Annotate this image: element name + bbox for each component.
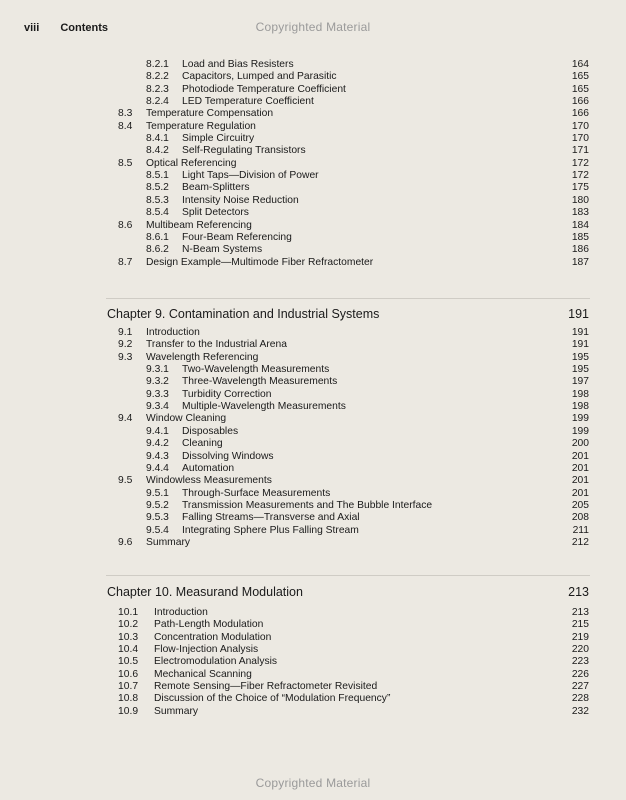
- toc-section-number: 8.5.4: [146, 207, 169, 218]
- toc-entry: [0, 206, 626, 219]
- toc-page-number: 195: [571, 352, 589, 363]
- chapter-page-number: 213: [568, 585, 589, 599]
- toc-page-number: 166: [571, 108, 589, 119]
- toc-section-number: 9.5.3: [146, 512, 169, 523]
- toc-page-number: 170: [571, 133, 589, 144]
- toc-section-title: Transfer to the Industrial Arena: [146, 339, 287, 350]
- toc-section-title: Flow-Injection Analysis: [154, 644, 259, 655]
- toc-section-title: Summary: [146, 537, 191, 548]
- toc-section-title: Integrating Sphere Plus Falling Stream: [182, 525, 359, 536]
- toc-section-title: Split Detectors: [182, 207, 249, 218]
- toc-entry: [0, 412, 626, 425]
- toc-section-title: Through-Surface Measurements: [182, 488, 331, 499]
- toc-page-number: 185: [571, 232, 589, 243]
- copyright-watermark-bottom: Copyrighted Material: [255, 776, 371, 790]
- toc-section-number: 8.4.1: [146, 133, 169, 144]
- toc-section-number: 10.3: [118, 632, 139, 643]
- toc-section-title: Wavelength Referencing: [146, 352, 259, 363]
- toc-section-title: Window Cleaning: [146, 413, 227, 424]
- toc-page-number: 200: [571, 438, 589, 449]
- toc-section-title: Intensity Noise Reduction: [182, 195, 299, 206]
- toc-section-number: 8.2.3: [146, 84, 169, 95]
- toc-section-number: 8.2.1: [146, 59, 169, 70]
- toc-section-number: 9.5.1: [146, 488, 169, 499]
- toc-section-number: 8.5.3: [146, 195, 169, 206]
- toc-section-title: Light Taps—Division of Power: [182, 170, 319, 181]
- toc-section-title: Self-Regulating Transistors: [182, 145, 306, 156]
- toc-section-number: 8.5.1: [146, 170, 169, 181]
- toc-page-number: 211: [572, 525, 589, 536]
- toc-page-number: 180: [571, 195, 589, 206]
- toc-section-title: Concentration Modulation: [154, 632, 272, 643]
- toc-section-number: 9.4.1: [146, 426, 169, 437]
- toc-section-number: 8.6.2: [146, 244, 169, 255]
- toc-page-number: 219: [571, 632, 589, 643]
- toc-page-number: 199: [571, 413, 589, 424]
- toc-section-title: Introduction: [154, 607, 208, 618]
- toc-section-title: Discussion of the Choice of “Modulation Frequency”: [154, 693, 391, 704]
- toc-section-number: 10.1: [118, 607, 139, 618]
- toc-section-title: Capacitors, Lumped and Parasitic: [182, 71, 337, 82]
- toc-section-title: Summary: [154, 706, 199, 717]
- toc-page-number: 172: [571, 158, 589, 169]
- toc-page-number: 191: [571, 339, 589, 350]
- toc-entry: [0, 692, 626, 705]
- toc-entry: [0, 536, 626, 549]
- toc-section-title: Cleaning: [182, 438, 223, 449]
- toc-section-number: 10.6: [118, 669, 139, 680]
- toc-entry: [0, 474, 626, 487]
- toc-section-number: 9.6: [118, 537, 133, 548]
- toc-entry: [0, 338, 626, 351]
- toc-entry: [0, 243, 626, 256]
- chapter-heading: [0, 584, 626, 600]
- toc-section-number: 8.6.1: [146, 232, 169, 243]
- toc-page-number: 199: [571, 426, 589, 437]
- toc-section-number: 8.6: [118, 220, 133, 231]
- toc-page-number: 205: [571, 500, 589, 511]
- toc-page-number: 186: [571, 244, 589, 255]
- chapter-page-number: 191: [568, 307, 589, 321]
- toc-section-title: Introduction: [146, 327, 200, 338]
- toc-section-title: Turbidity Correction: [182, 389, 272, 400]
- toc-page-number: 165: [571, 84, 589, 95]
- toc-section-number: 9.5.2: [146, 500, 169, 511]
- toc-section-number: 8.3: [118, 108, 133, 119]
- toc-section-title: Dissolving Windows: [182, 451, 274, 462]
- toc-page-number: 220: [571, 644, 589, 655]
- chapter-title: Chapter 10. Measurand Modulation: [107, 585, 303, 599]
- toc-section-title: Four-Beam Referencing: [182, 232, 292, 243]
- toc-section-number: 10.4: [118, 644, 139, 655]
- toc-section-title: Remote Sensing—Fiber Refractometer Revisited: [154, 681, 378, 692]
- toc-page-number: 215: [571, 619, 589, 630]
- toc-section-number: 8.7: [118, 257, 133, 268]
- toc-section-number: 9.5.4: [146, 525, 169, 536]
- toc-section-title: Simple Circuitry: [182, 133, 255, 144]
- toc-section-number: 9.4.2: [146, 438, 169, 449]
- toc-page-number: 197: [571, 376, 589, 387]
- toc-page-number: 175: [571, 182, 589, 193]
- toc-section-title: Mechanical Scanning: [154, 669, 252, 680]
- toc-section-number: 8.2.4: [146, 96, 169, 107]
- toc-page-number: 166: [571, 96, 589, 107]
- toc-page-number: 201: [571, 463, 589, 474]
- toc-section-number: 9.3.3: [146, 389, 169, 400]
- toc-section-title: Transmission Measurements and The Bubble Interface: [182, 500, 433, 511]
- divider: [106, 298, 590, 299]
- toc-section-title: Automation: [182, 463, 235, 474]
- toc-section-title: Multibeam Referencing: [146, 220, 252, 231]
- toc-section-number: 10.2: [118, 619, 139, 630]
- toc-page-number: 212: [571, 537, 589, 548]
- toc-section-title: LED Temperature Coefficient: [182, 96, 314, 107]
- toc-section-title: Disposables: [182, 426, 239, 437]
- toc-entry: [0, 375, 626, 388]
- toc-section-number: 9.3.2: [146, 376, 169, 387]
- chapter-heading: [0, 306, 626, 322]
- toc-section-title: Windowless Measurements: [146, 475, 272, 486]
- toc-entry: [0, 256, 626, 269]
- divider: [106, 575, 590, 576]
- chapter-title: Chapter 9. Contamination and Industrial Systems: [107, 307, 380, 321]
- toc-section-number: 8.4.2: [146, 145, 169, 156]
- toc-page-number: 227: [571, 681, 589, 692]
- toc-page-number: 183: [571, 207, 589, 218]
- toc-section-title: Path-Length Modulation: [154, 619, 264, 630]
- toc-section-number: 9.3.1: [146, 364, 169, 375]
- toc-entry: [0, 144, 626, 157]
- toc-section-number: 9.5: [118, 475, 133, 486]
- toc-page-number: 172: [571, 170, 589, 181]
- page-number: viii: [24, 22, 40, 34]
- toc-section-title: Optical Referencing: [146, 158, 237, 169]
- toc-page-number: 232: [571, 706, 589, 717]
- toc-page-number: 187: [571, 257, 589, 268]
- toc-section-number: 10.8: [118, 693, 139, 704]
- toc-entry: [0, 655, 626, 668]
- toc-section-number: 8.4: [118, 121, 133, 132]
- toc-section-title: Design Example—Multimode Fiber Refractometer: [146, 257, 374, 268]
- toc-section-number: 10.9: [118, 706, 139, 717]
- toc-section-number: 10.5: [118, 656, 139, 667]
- toc-page-number: 223: [571, 656, 589, 667]
- toc-section-title: Electromodulation Analysis: [154, 656, 278, 667]
- toc-section-title: Two-Wavelength Measurements: [182, 364, 330, 375]
- toc-page-number: 170: [571, 121, 589, 132]
- copyright-watermark-top: Copyrighted Material: [255, 20, 371, 34]
- header-section-title: Contents: [60, 22, 109, 34]
- toc-page-number: 228: [571, 693, 589, 704]
- toc-entry: [0, 70, 626, 83]
- toc-section-title: Photodiode Temperature Coefficient: [182, 84, 346, 95]
- toc-page-number: 198: [571, 401, 589, 412]
- toc-section-number: 9.4.3: [146, 451, 169, 462]
- toc-page-number: 213: [571, 607, 589, 618]
- toc-entry: [0, 107, 626, 120]
- toc-entry: [0, 511, 626, 524]
- toc-section-number: 9.4: [118, 413, 133, 424]
- toc-section-number: 8.5.2: [146, 182, 169, 193]
- toc-section-title: Load and Bias Resisters: [182, 59, 294, 70]
- toc-section-number: 10.7: [118, 681, 139, 692]
- toc-page-number: 208: [571, 512, 589, 523]
- toc-page-number: 201: [571, 488, 589, 499]
- toc-page-number: 198: [571, 389, 589, 400]
- toc-entry: [0, 618, 626, 631]
- toc-page-number: 171: [571, 145, 589, 156]
- toc-page-number: 165: [571, 71, 589, 82]
- toc-section-number: 9.3.4: [146, 401, 169, 412]
- toc-section-number: 9.1: [118, 327, 133, 338]
- toc-section-title: Multiple-Wavelength Measurements: [182, 401, 346, 412]
- toc-section-title: N-Beam Systems: [182, 244, 263, 255]
- toc-entry: [0, 181, 626, 194]
- toc-section-title: Three-Wavelength Measurements: [182, 376, 338, 387]
- toc-section-number: 9.3: [118, 352, 133, 363]
- toc-section-title: Falling Streams—Transverse and Axial: [182, 512, 360, 523]
- toc-section-number: 9.4.4: [146, 463, 169, 474]
- toc-entry: [0, 437, 626, 450]
- toc-entry: [0, 705, 626, 718]
- toc-section-title: Beam-Splitters: [182, 182, 250, 193]
- toc-page-number: 195: [571, 364, 589, 375]
- toc-page-number: 201: [571, 451, 589, 462]
- toc-section-number: 8.5: [118, 158, 133, 169]
- toc-section-number: 9.2: [118, 339, 133, 350]
- toc-page-number: 191: [571, 327, 589, 338]
- toc-page-number: 184: [571, 220, 589, 231]
- toc-section-title: Temperature Compensation: [146, 108, 274, 119]
- toc-page-number: 226: [571, 669, 589, 680]
- toc-section-title: Temperature Regulation: [146, 121, 256, 132]
- toc-page-number: 201: [571, 475, 589, 486]
- toc-section-number: 8.2.2: [146, 71, 169, 82]
- toc-page-number: 164: [571, 59, 589, 70]
